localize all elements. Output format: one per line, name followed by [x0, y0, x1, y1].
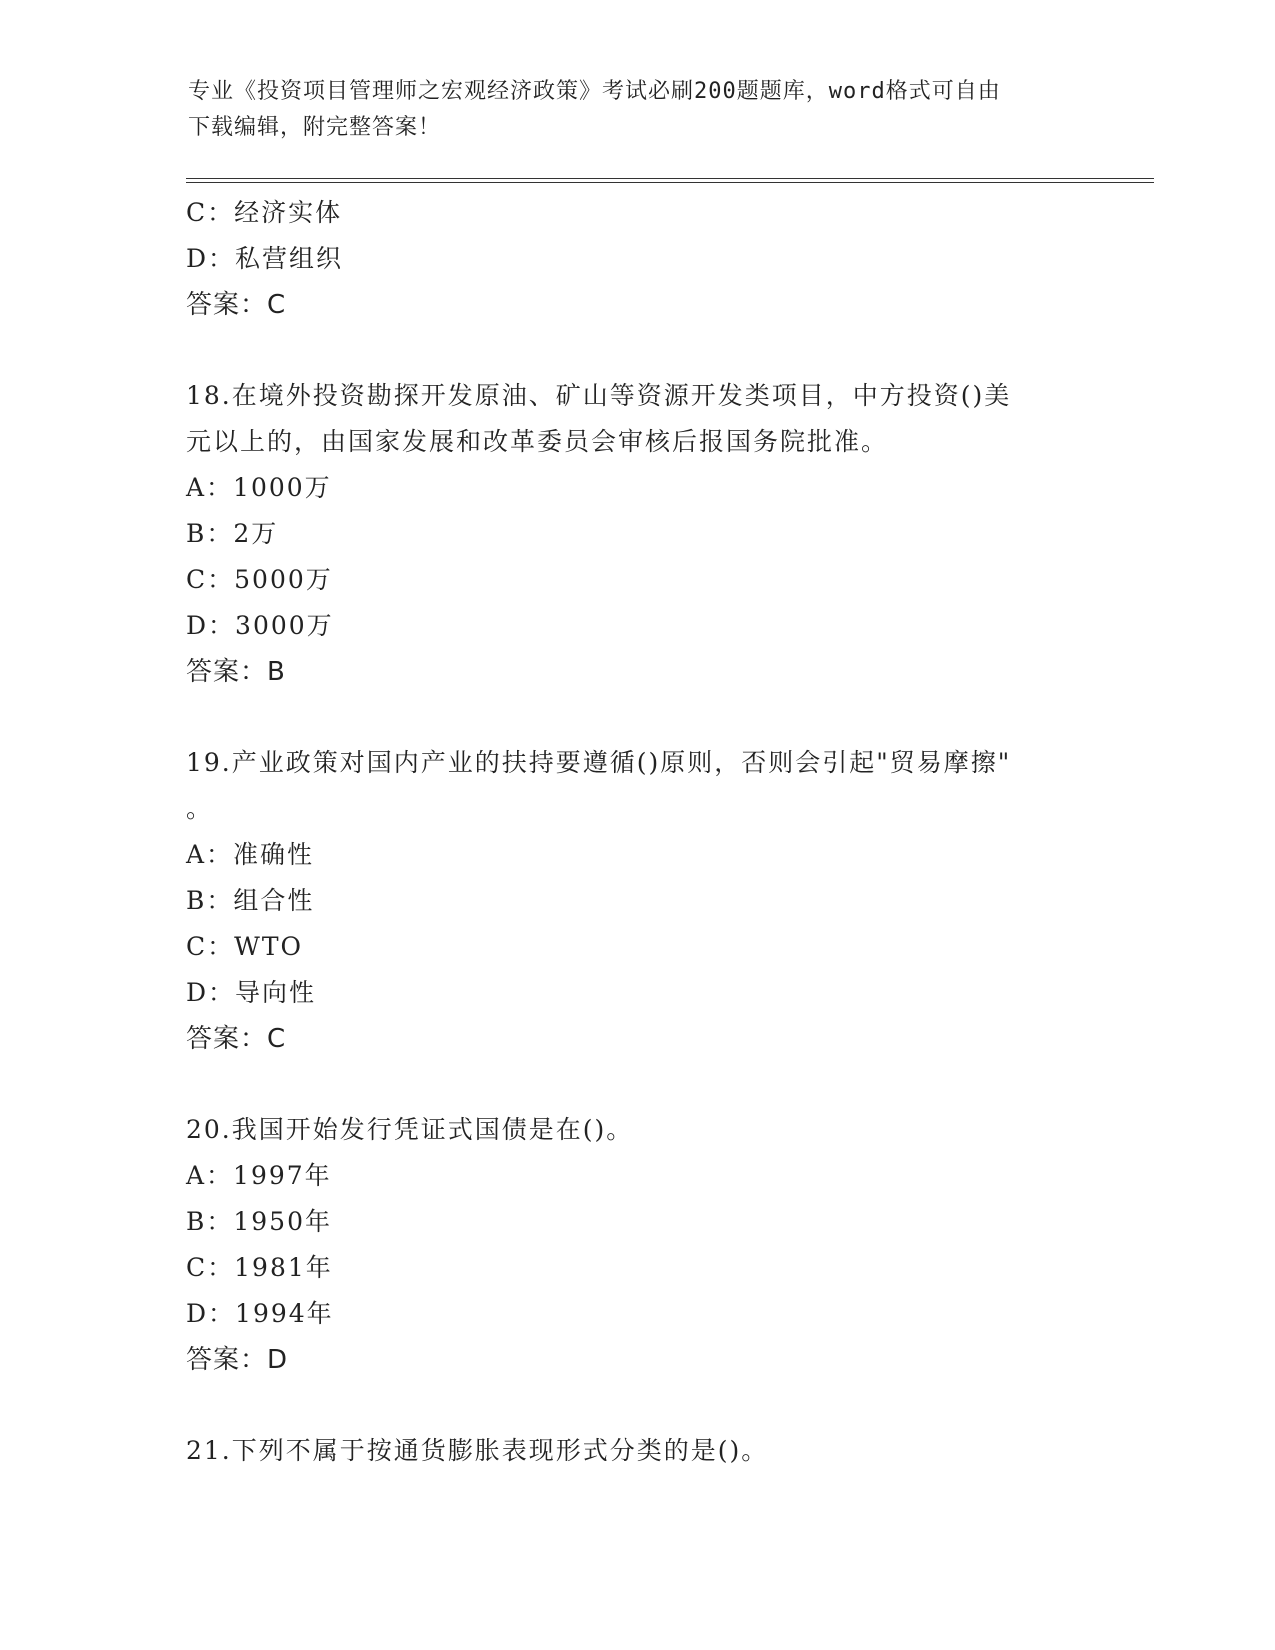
- q20-option-a: A：1997年: [186, 1161, 332, 1190]
- q17-answer: 答案：C: [186, 290, 287, 320]
- q18-option-a: A：1000万: [186, 473, 332, 502]
- header-line-1: 专业《投资项目管理师之宏观经济政策》考试必刷200题题库，word格式可自由: [188, 79, 1001, 104]
- q20-question-line-1: 20.我国开始发行凭证式国债是在()。: [186, 1115, 634, 1144]
- q18-question-line-2: 元以上的，由国家发展和改革委员会审核后报国务院批准。: [186, 427, 889, 456]
- q18-question-line-1: 18.在境外投资勘探开发原油、矿山等资源开发类项目，中方投资()美: [186, 381, 1012, 410]
- q17-option-c: C：经济实体: [186, 198, 343, 227]
- q18-option-d: D：3000万: [186, 611, 334, 640]
- q17-option-d: D：私营组织: [186, 244, 344, 273]
- q19-question-line-2: 。: [186, 794, 214, 823]
- q21-question-line-1: 21.下列不属于按通货膨胀表现形式分类的是()。: [186, 1436, 769, 1465]
- header-rule-top: [186, 178, 1154, 179]
- q20-answer: 答案：D: [186, 1345, 289, 1375]
- q19-option-b: B：组合性: [186, 886, 315, 915]
- q20-option-c: C：1981年: [186, 1253, 333, 1282]
- header-rule-bottom: [186, 182, 1154, 183]
- q19-question-line-1: 19.产业政策对国内产业的扶持要遵循()原则，否则会引起"贸易摩擦": [186, 748, 1012, 777]
- q20-option-b: B：1950年: [186, 1207, 332, 1236]
- q19-answer: 答案：C: [186, 1024, 287, 1054]
- q19-option-a: A：准确性: [186, 840, 315, 869]
- document-header: [188, 74, 1088, 146]
- q19-option-d: D：导向性: [186, 978, 317, 1007]
- header-line-2: 下载编辑，附完整答案！: [188, 115, 442, 140]
- q18-option-c: C：5000万: [186, 565, 333, 594]
- question-list: [186, 190, 1086, 1474]
- q18-option-b: B：2万: [186, 519, 279, 548]
- q20-option-d: D：1994年: [186, 1299, 334, 1328]
- q18-answer: 答案：B: [186, 657, 286, 687]
- q19-option-c: C：WTO: [186, 932, 303, 961]
